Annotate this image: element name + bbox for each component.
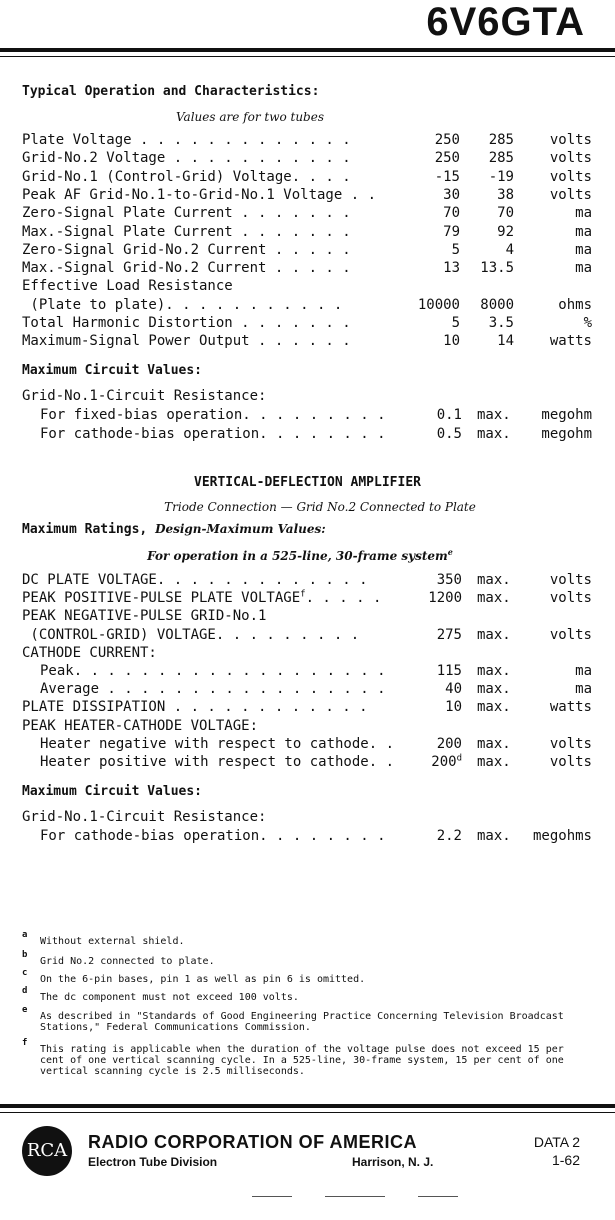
footnote-text: Grid No.2 connected to plate. [40,956,215,967]
row-value-text: 40 [445,681,462,698]
row-value-text: 1200 [428,590,462,607]
typical-row [22,332,592,350]
row-unit: ma [575,663,592,679]
vertical-rating-row [22,589,592,607]
header-rule [0,48,615,52]
row-value-text: 115 [436,663,462,679]
row-label [22,571,368,589]
value-285: 250 [434,150,460,167]
division-name: Electron Tube Division [88,1155,218,1169]
typical-row [22,277,592,295]
row-max: max. [477,426,511,442]
row-unit: volts [549,754,592,770]
row-label [40,735,394,753]
value-285: 70 [443,205,460,222]
row-label: Plate Voltage . . . . . . . . . . . . . [22,132,351,148]
row-value [392,680,462,698]
footnote-mark: c [22,968,28,978]
row-label-leader: . . . . . [305,590,382,607]
operation-note-text: For operation in a 525-line, 30-frame system [147,549,448,563]
value-alt: 14 [497,333,514,350]
row-value: 0.5 [436,426,462,442]
row-unit: % [583,315,592,331]
value-285: -15 [434,168,460,185]
row-label-text: PLATE DISSIPATION . . . . . . . . . . . . [22,699,368,716]
vertical-rating-row [22,680,592,698]
row-unit: volts [549,626,592,643]
typical-row [22,296,592,314]
row-unit: megohms [532,828,592,844]
rating-row [22,425,592,443]
typical-row [22,314,592,332]
vertical-rating-row [22,735,592,753]
row-label: Total Harmonic Distortion . . . . . . . [22,315,351,331]
max-circuit-heading: Maximum Circuit Values: [22,363,203,378]
row-value [392,589,462,607]
footer-dash [325,1196,385,1197]
vertical-rating-row [22,626,592,644]
typical-row [22,204,592,222]
row-value [392,662,462,680]
footnote [22,968,592,985]
footer-dash [418,1196,458,1197]
vertical-rating-row [22,698,592,716]
row-unit: ma [575,241,592,258]
row-label [22,644,157,662]
row-unit: volts [549,735,592,752]
row-value: 2.2 [436,828,462,844]
row-unit: ma [575,681,592,698]
vertical-rating-row [22,753,592,771]
footer-rule [0,1104,615,1108]
row-label: For cathode-bias operation. . . . . . . . [40,426,386,442]
row-value [392,735,462,753]
operation-note [20,547,580,563]
row-label: Zero-Signal Plate Current . . . . . . . [22,205,351,222]
row-max: max. [477,828,511,844]
footnote [22,1038,592,1077]
row-label: Maximum-Signal Power Output . . . . . . [22,333,351,350]
footnote [22,930,592,947]
footnote-text: Without external shield. [40,936,185,947]
value-285: 10000 [417,296,460,313]
footnote-mark: e [22,1005,28,1015]
row-unit: volts [549,132,592,148]
rca-logo: RCA [22,1126,72,1176]
row-max: max. [477,754,511,770]
operation-note-sup: e [447,547,453,557]
vertical-rating-row [22,717,592,735]
value-alt: 8000 [480,296,514,313]
row-label [40,680,386,698]
footer-dash [252,1196,292,1197]
row-unit: ma [575,205,592,222]
row-value-sup: d [456,753,462,764]
row-label-text: (CONTROL-GRID) VOLTAGE. . . . . . . . . [22,626,360,643]
typical-row [22,259,592,277]
row-label [22,698,368,716]
row-value-text: 275 [436,626,462,643]
typical-row [22,168,592,186]
footnote-text: The dc component must not exceed 100 volts. [40,992,299,1003]
row-value-text: 200 [431,754,457,770]
vertical-rating-row [22,607,592,625]
footnote-text: On the 6-pin bases, pin 1 as well as pin 6 is omitted. [40,974,366,985]
value-alt: 285 [488,150,514,167]
row-max: max. [477,407,511,423]
row-label: Max.-Signal Grid-No.2 Current . . . . . [22,260,351,277]
row-max: max. [477,663,511,679]
rating-row [22,387,592,405]
typical-subtitle: Values are for two tubes [175,110,324,124]
value-285: 5 [451,315,460,331]
row-label: Zero-Signal Grid-No.2 Current . . . . . [22,241,351,258]
rating-row [22,406,592,424]
row-value [392,698,462,716]
typical-row [22,241,592,259]
row-label [40,753,394,771]
row-unit: megohm [541,426,592,442]
row-label: (Plate to plate). . . . . . . . . . . [22,296,343,313]
row-unit: volts [549,168,592,185]
rating-row [22,808,592,826]
typical-row [22,186,592,204]
row-label-text: Heater negative with respect to cathode. . [40,735,395,752]
footnote-mark: b [22,950,28,960]
row-value [392,753,462,771]
footnote-mark: f [22,1038,28,1048]
tube-type-title: 6V6GTA [426,0,585,44]
value-alt: 13.5 [480,260,514,277]
row-max: max. [477,681,511,698]
row-label-text: Peak. . . . . . . . . . . . . . . . . . . [40,663,386,679]
value-285: 13 [443,260,460,277]
typical-row [22,149,592,167]
row-max: max. [477,590,511,607]
max-circuit-heading-2: Maximum Circuit Values: [22,784,203,799]
row-label [22,607,266,625]
row-label: Max.-Signal Plate Current . . . . . . . [22,223,351,240]
data-sheet-number: DATA 2 [533,1134,580,1150]
row-label-text: CATHODE CURRENT: [22,644,157,661]
data-sheet-date: 1-62 [551,1152,580,1168]
row-value [392,626,462,644]
row-label: Grid-No.1-Circuit Resistance: [22,388,267,404]
max-ratings-heading [22,522,326,537]
row-label-text: PEAK NEGATIVE-PULSE GRID-No.1 [22,608,267,625]
row-label [22,626,359,644]
row-label-text: Heater positive with respect to cathode. . [40,754,395,770]
row-max: max. [477,735,511,752]
footnote [22,950,592,967]
row-label: Grid-No.1-Circuit Resistance: [22,809,267,825]
vertical-rating-row [22,571,592,589]
row-label-text: Average . . . . . . . . . . . . . . . . . [40,681,386,698]
value-285: 250 [434,132,460,148]
value-alt: 38 [497,186,514,203]
row-unit: ma [575,260,592,277]
vertical-deflection-heading: VERTICAL-DEFLECTION AMPLIFIER [194,475,421,490]
value-alt: 70 [497,205,514,222]
row-unit: watts [549,699,592,716]
max-ratings-note: Design-Maximum Values: [155,522,326,536]
triode-connection-note: Triode Connection — Grid No.2 Connected to Plate [164,500,476,514]
row-unit: megohm [541,407,592,423]
footnote-mark: d [22,986,28,996]
row-max: max. [477,699,511,716]
value-alt: -19 [488,168,514,185]
footnote [22,1005,592,1033]
row-label [22,717,258,735]
value-alt: 3.5 [488,315,514,331]
footnote [22,986,592,1003]
row-value-text: 350 [436,572,462,588]
row-unit: ohms [558,296,592,313]
rating-row [22,827,592,845]
row-label [22,589,381,607]
footnote-text: This rating is applicable when the duration of the voltage pulse does not exceed 15 per cent of one vertical scanning cycle. In a 525-line, 30-frame system, 15 per cent of one vertical scanning cycle is 2.5 milliseconds. [40,1044,564,1077]
typical-row [22,131,592,149]
value-alt: 92 [497,223,514,240]
row-value-text: 10 [445,699,462,716]
row-label-text: PEAK POSITIVE-PULSE PLATE VOLTAGE [22,590,301,607]
header-rule-thin [0,56,615,57]
row-label: Effective Load Resistance [22,278,233,295]
vertical-rating-row [22,662,592,680]
typical-heading: Typical Operation and Characteristics: [22,84,320,99]
vertical-rating-row [22,644,592,662]
row-unit: volts [549,186,592,203]
row-label: Grid-No.1 (Control-Grid) Voltage. . . . [22,168,351,185]
row-unit: ma [575,223,592,240]
footer [0,1112,615,1220]
row-label-text: PEAK HEATER-CATHODE VOLTAGE: [22,717,259,734]
row-label: Peak AF Grid-No.1-to-Grid-No.1 Voltage . . [22,186,377,203]
typical-row [22,223,592,241]
row-value: 0.1 [436,407,462,423]
row-unit: volts [549,590,592,607]
row-unit: volts [549,150,592,167]
max-ratings-label: Maximum Ratings, [22,522,148,537]
value-alt: 285 [488,132,514,148]
row-unit: watts [549,333,592,350]
value-285: 10 [443,333,460,350]
company-name: RADIO CORPORATION OF AMERICA [88,1132,417,1152]
row-label: For cathode-bias operation. . . . . . . . [40,828,386,844]
row-value [392,571,462,589]
row-max: max. [477,572,511,588]
company-location: Harrison, N. J. [352,1155,434,1169]
value-285: 30 [443,186,460,203]
footnote-text: As described in "Standards of Good Engineering Practice Concerning Television Broadcast Stations," Federal Communications Commission. [40,1011,564,1033]
row-label [40,662,386,680]
value-alt: 4 [505,241,514,258]
row-label-text: DC PLATE VOLTAGE. . . . . . . . . . . . . [22,572,368,588]
row-label: For fixed-bias operation. . . . . . . . . [40,407,386,423]
row-value-text: 200 [436,735,462,752]
value-285: 79 [443,223,460,240]
row-max: max. [477,626,511,643]
row-label: Grid-No.2 Voltage . . . . . . . . . . . [22,150,351,167]
value-285: 5 [451,241,460,258]
row-label-sup: f [300,589,306,600]
footnote-mark: a [22,930,28,940]
row-unit: volts [549,572,592,588]
